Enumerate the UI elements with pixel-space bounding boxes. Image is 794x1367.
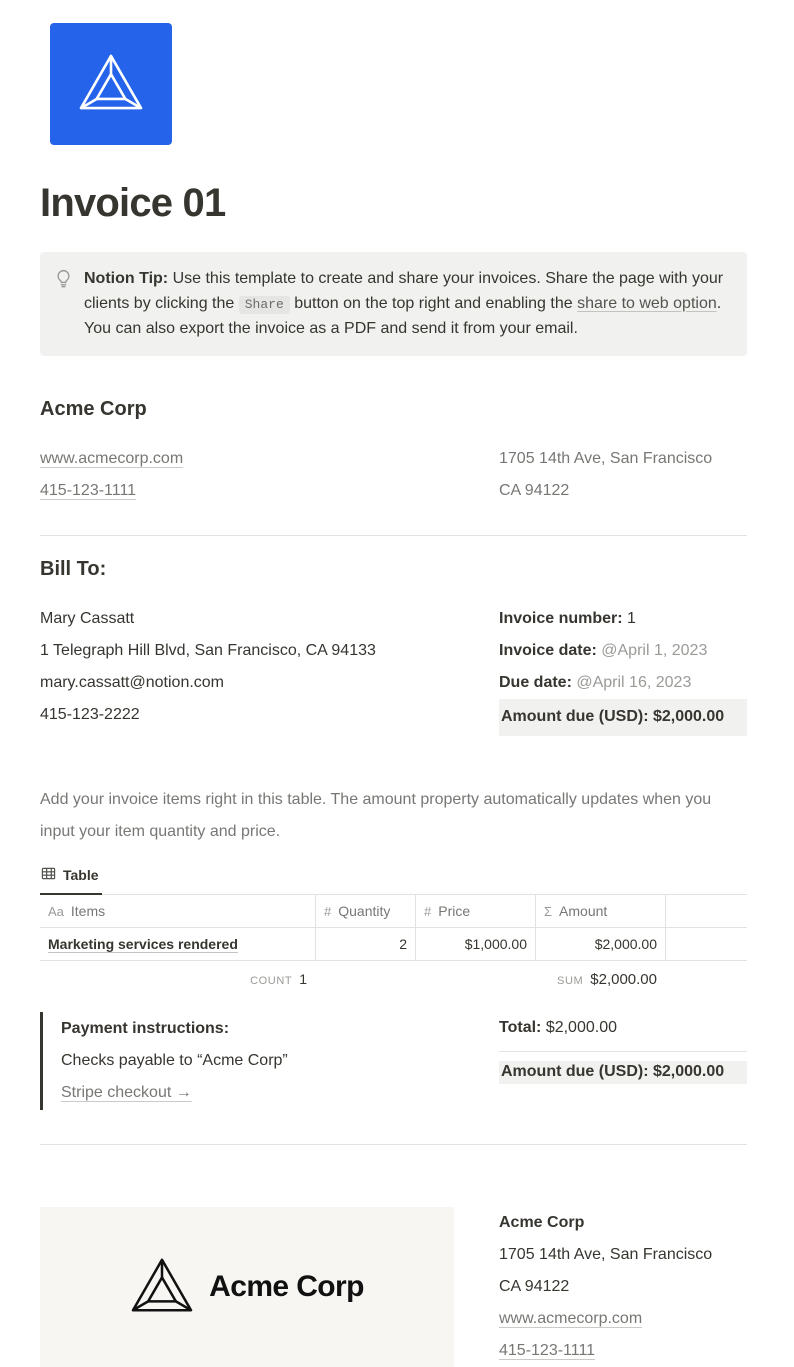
due-date-label: Due date: xyxy=(499,674,572,692)
divider xyxy=(499,1051,747,1052)
invoice-date-label: Invoice date: xyxy=(499,642,597,660)
amount-due-value: $2,000.00 xyxy=(652,708,725,726)
totals-amount-due-value: $2,000.00 xyxy=(652,1063,725,1081)
footer-website-link[interactable]: www.acmecorp.com xyxy=(499,1310,643,1328)
bill-to-name: Mary Cassatt xyxy=(40,610,135,628)
column-header-quantity[interactable]: # Quantity xyxy=(315,895,415,928)
footer-phone-link[interactable]: 415-123-1111 xyxy=(499,1342,596,1360)
company-address-line2: CA 94122 xyxy=(499,482,570,500)
table-grid-icon xyxy=(41,866,56,884)
bill-to-phone: 415-123-2222 xyxy=(40,706,140,724)
tab-table-label: Table xyxy=(63,867,99,884)
table-calc-row xyxy=(40,963,747,996)
callout-text-3: . You can also export the invoice as a PDF and send it from your email. xyxy=(84,294,722,337)
page-title: Invoice 01 xyxy=(40,181,226,225)
footer-address-line1: 1705 14th Ave, San Francisco xyxy=(499,1246,713,1264)
footer-logo-image xyxy=(40,1207,454,1367)
invoice-number-value: 1 xyxy=(627,610,636,628)
table-row-cell-items[interactable] xyxy=(40,928,315,961)
invoice-number-label: Invoice number: xyxy=(499,610,623,628)
bill-to-address: 1 Telegraph Hill Blvd, San Francisco, CA 94133 xyxy=(40,642,376,660)
payment-instructions-quote xyxy=(40,1012,499,1110)
payment-line: Checks payable to “Acme Corp” xyxy=(61,1052,288,1070)
items-intro-text: Add your invoice items right in this table. The amount property automatically updates when you input your item quantity and price. xyxy=(40,791,712,841)
bill-to-heading: Bill To: xyxy=(40,558,107,581)
callout-text xyxy=(84,267,731,341)
share-to-web-link[interactable]: share to web option xyxy=(577,294,717,312)
payment-instructions-heading: Payment instructions: xyxy=(61,1020,230,1038)
notion-tip-callout xyxy=(40,252,747,356)
footer-logo-text: Acme Corp xyxy=(209,1270,364,1304)
lightbulb-icon xyxy=(53,268,74,341)
due-date-mention[interactable]: @April 16, 2023 xyxy=(576,674,692,692)
penrose-triangle-icon xyxy=(78,52,144,117)
footer-company-info xyxy=(499,1207,747,1367)
table-row-cell-amount[interactable]: $2,000.00 xyxy=(535,928,665,961)
tab-table-view[interactable] xyxy=(40,866,102,895)
amount-due-label: Amount due (USD): xyxy=(501,708,649,726)
total-value: $2,000.00 xyxy=(545,1019,617,1037)
stripe-checkout-link[interactable]: Stripe checkout → xyxy=(61,1084,192,1102)
divider xyxy=(40,1144,747,1145)
divider xyxy=(40,535,747,536)
company-phone-link[interactable]: 415-123-1111 xyxy=(40,482,137,500)
callout-text-2: button on the top right and enabling the xyxy=(289,294,578,312)
number-type-icon: # xyxy=(324,903,332,919)
db-view-tabbar xyxy=(40,866,747,895)
footer-company-name: Acme Corp xyxy=(499,1214,585,1232)
bill-to-email: mary.cassatt@notion.com xyxy=(40,674,225,692)
column-header-items[interactable]: Aa Items xyxy=(40,895,315,928)
invoice-items-table xyxy=(40,895,747,961)
callout-tip-label: Notion Tip: xyxy=(84,270,169,287)
invoice-date-mention[interactable]: @April 1, 2023 xyxy=(601,642,708,660)
table-row-cell-price[interactable]: $1,000.00 xyxy=(415,928,535,961)
item-page-link: Marketing services rendered xyxy=(48,936,238,953)
payment-section xyxy=(40,1012,747,1110)
company-website-link[interactable]: www.acmecorp.com xyxy=(40,450,184,468)
column-header-amount[interactable]: Σ Amount xyxy=(535,895,665,928)
bill-to-section xyxy=(40,603,747,736)
sum-calc[interactable]: SUM $2,000.00 xyxy=(557,971,657,989)
page-logo-tile[interactable] xyxy=(50,23,172,145)
formula-sum-icon: Σ xyxy=(544,903,553,919)
number-type-icon: # xyxy=(424,903,432,919)
company-section xyxy=(40,443,747,507)
share-button-chip: Share xyxy=(239,296,290,314)
count-calc[interactable]: COUNT 1 xyxy=(250,971,307,988)
total-label: Total: xyxy=(499,1019,542,1037)
footer-address-line2: CA 94122 xyxy=(499,1278,570,1296)
callout-text-1: Use this template to create and share your invoices. Share the page with your clients by clicking the xyxy=(84,270,724,312)
text-type-icon: Aa xyxy=(48,903,64,919)
penrose-triangle-icon xyxy=(130,1256,194,1319)
table-row-cell-quantity[interactable]: 2 xyxy=(315,928,415,961)
totals-amount-due-label: Amount due (USD): xyxy=(501,1063,649,1081)
company-name-heading: Acme Corp xyxy=(40,398,147,421)
footer-section xyxy=(40,1207,747,1367)
column-header-empty[interactable] xyxy=(665,895,747,928)
company-address-line1: 1705 14th Ave, San Francisco xyxy=(499,450,713,468)
table-row-cell-empty[interactable] xyxy=(665,928,747,961)
column-header-price[interactable]: # Price xyxy=(415,895,535,928)
totals-block xyxy=(499,1012,747,1110)
